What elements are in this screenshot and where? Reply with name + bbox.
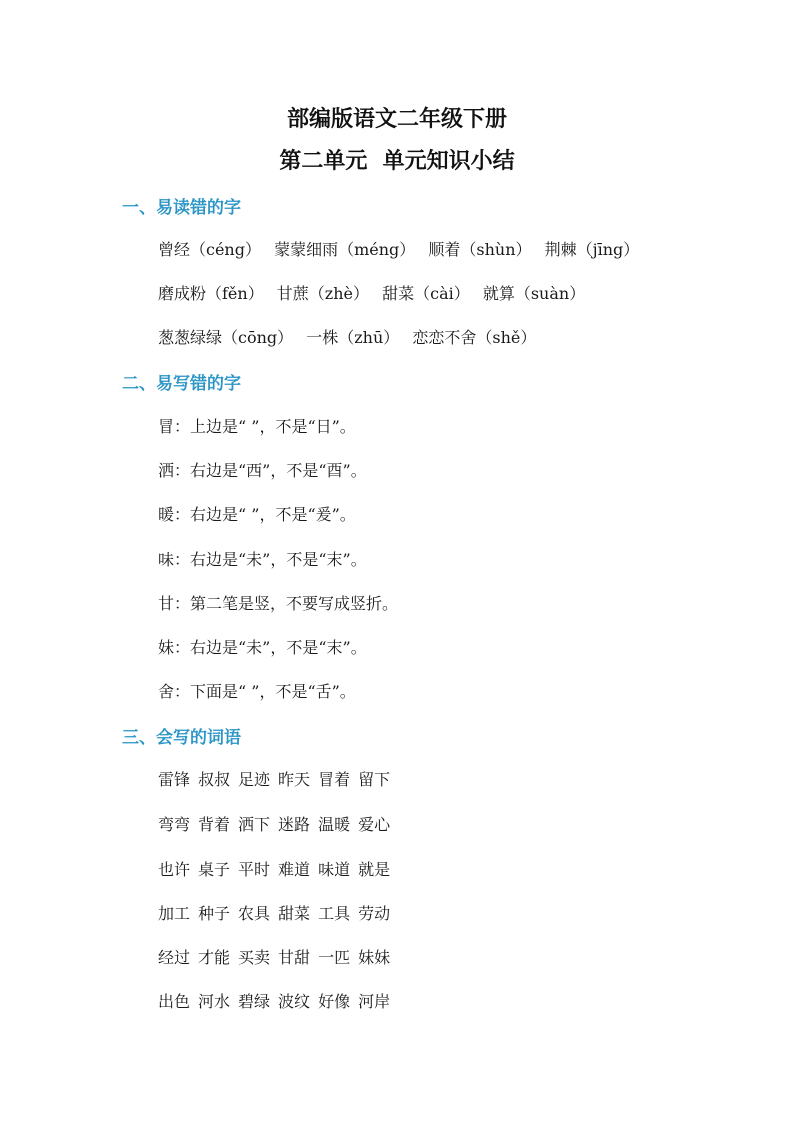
vocab-word: 碧绿 — [238, 992, 271, 1011]
section-heading-easy-misread: 一、易读错的字 — [122, 198, 241, 218]
vocab-word: 平时 — [238, 860, 271, 879]
vocab-word: 好像 — [318, 992, 351, 1011]
pinyin-item: 甘蔗（zhè） — [276, 284, 370, 303]
document-subtitle: 第二单元 单元知识小结 — [279, 148, 515, 174]
pinyin-item: 恋恋不舍（shě） — [412, 328, 537, 347]
vocab-row — [158, 812, 398, 835]
vocab-word: 一匹 — [318, 948, 351, 967]
vocab-word: 妹妹 — [358, 948, 391, 967]
pinyin-item: 顺着（shùn） — [428, 240, 532, 259]
document-title: 部编版语文二年级下册 — [286, 106, 507, 132]
pinyin-row — [158, 325, 544, 348]
vocab-word: 出色 — [158, 992, 191, 1011]
vocab-word: 雷锋 — [158, 770, 191, 789]
vocab-row — [158, 945, 398, 968]
vocab-word: 工具 — [318, 904, 351, 923]
vocab-row — [158, 767, 398, 790]
vocab-row — [158, 989, 398, 1012]
section-heading-easy-miswrite: 二、易写错的字 — [122, 374, 241, 394]
pinyin-row — [158, 237, 647, 260]
vocab-word: 甘甜 — [278, 948, 311, 967]
vocab-word: 才能 — [198, 948, 231, 967]
pinyin-item: 甜菜（cài） — [382, 284, 470, 303]
vocab-word: 爱心 — [358, 815, 391, 834]
pinyin-item: 一株（zhū） — [306, 328, 400, 347]
vocab-word: 河岸 — [358, 992, 391, 1011]
miswrite-note: 味：右边是“未”，不是“末”。 — [158, 550, 367, 569]
vocab-word: 就是 — [358, 860, 391, 879]
vocab-word: 河水 — [198, 992, 231, 1011]
pinyin-item: 葱葱绿绿（cōng） — [158, 328, 294, 347]
vocab-row — [158, 857, 398, 880]
miswrite-note: 冒：上边是“ ”，不是“日”。 — [158, 417, 356, 436]
vocab-word: 甜菜 — [278, 904, 311, 923]
miswrite-note: 舍：下面是“ ”，不是“舌”。 — [158, 682, 356, 701]
vocab-word: 迷路 — [278, 815, 311, 834]
vocab-word: 波纹 — [278, 992, 311, 1011]
vocab-row — [158, 901, 398, 924]
vocab-word: 劳动 — [358, 904, 391, 923]
vocab-word: 足迹 — [238, 770, 271, 789]
vocab-word: 种子 — [198, 904, 231, 923]
vocab-word: 昨天 — [278, 770, 311, 789]
vocab-word: 经过 — [158, 948, 191, 967]
pinyin-row — [158, 281, 593, 304]
miswrite-note: 洒：右边是“西”，不是“酉”。 — [158, 461, 367, 480]
pinyin-item: 就算（suàn） — [482, 284, 586, 303]
vocab-word: 冒着 — [318, 770, 351, 789]
pinyin-item: 蒙蒙细雨（méng） — [274, 240, 416, 259]
vocab-word: 弯弯 — [158, 815, 191, 834]
vocab-word: 桌子 — [198, 860, 231, 879]
vocab-word: 买卖 — [238, 948, 271, 967]
vocab-word: 农具 — [238, 904, 271, 923]
vocab-word: 也许 — [158, 860, 191, 879]
vocab-word: 温暖 — [318, 815, 351, 834]
pinyin-item: 荆棘（jīng） — [544, 240, 640, 259]
vocab-word: 加工 — [158, 904, 191, 923]
vocab-word: 洒下 — [238, 815, 271, 834]
vocab-word: 难道 — [278, 860, 311, 879]
pinyin-item: 曾经（céng） — [158, 240, 261, 259]
miswrite-note: 甘：第二笔是竖，不要写成竖折。 — [158, 594, 399, 613]
pinyin-item: 磨成粉（fěn） — [158, 284, 264, 303]
vocab-word: 留下 — [358, 770, 391, 789]
vocab-word: 味道 — [318, 860, 351, 879]
miswrite-note: 妹：右边是“未”，不是“末”。 — [158, 638, 367, 657]
vocab-word: 叔叔 — [198, 770, 231, 789]
vocab-word: 背着 — [198, 815, 231, 834]
miswrite-note: 暖：右边是“ ”，不是“爰”。 — [158, 505, 356, 524]
section-heading-vocab: 三、会写的词语 — [122, 728, 241, 748]
